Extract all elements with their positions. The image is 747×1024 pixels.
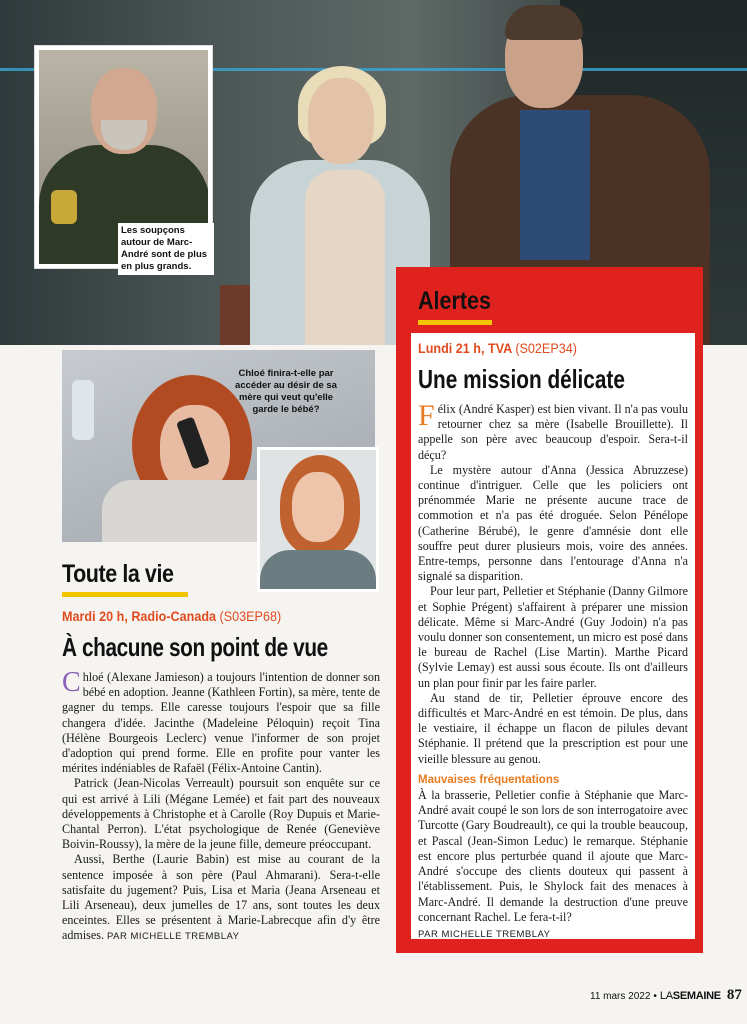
alertes-time: Lundi 21 h, TVA (S02EP34) (418, 340, 577, 356)
alertes-article: Félix (André Kasper) est bien vivant. Il n'a pas voulu retourner chez sa mère (Isabelle Brouillette). Il appelle son père avec beaucoup d'espoir. Sera-t-il déçu? Le mystère autour d'Anna (Jessica Abruzzese) continue d'intriguer. Celle que les policiers ont prénommée Marie ne présente aucune trace de commotion et n'a pas été droguée. Selon Pénélope (Catherine Bérubé), le genre d'amnésie dont elle souffre peut durer plusieurs mois, voire des années. Entre-temps, personne dans l'entourage d'Anna n'a signalé sa disparition. Pour leur part, Pelletier et Stéphanie (Danny Gilmore et Sophie Prégent) s'affairent à préparer une mission délicate. Même si Marc-André (Guy Jodoin) n'a pas voulu donner son consentement, un micro est posé dans le bureau de Rachel (Lise Martin). Marthe Picard (Sylvie Lemay) est aussi sous écoute. Ils ont d'ailleurs un plan pour finir par les faire parler. Au stand de tir, Pelletier éprouve encore des difficultés et Marc-André en est témoin. De plus, dans le vestiaire, il échappe un flacon de pilules devant Stéphanie. Il prétend que la prescription est pour une vieille blessure au genou. Mauvaises fréquentations À la brasserie, Pelletier confie à Stéphanie que Marc-André avait coupé le son lors de son interrogatoire avec Turcotte (Gary Boudreault), ce qui la trouble beaucoup, et Pascal (Jean-Simon Leduc) le remarque. Stéphanie est encore plus perturbée quand il ajoute que Marc-André s'occupe des clients douteux qui passent à l'établissement. Puis, le Shylock fait des menaces à Marc-André. Il demande la destruction d'une preuve concernant Rachel. Le fera-t-il? PAR MICHELLE TREMBLAY (418, 402, 688, 942)
page-footer: 11 mars 2022 • LASEMAINE 87 (590, 987, 742, 1003)
toute-la-vie-underline (62, 592, 188, 597)
alertes-subhead: Mauvaises fréquentations (418, 773, 560, 786)
dropcap: F (418, 399, 435, 432)
page-number: 87 (726, 987, 742, 1003)
toute-la-vie-byline: PAR MICHELLE TREMBLAY (107, 931, 240, 943)
toute-la-vie-article: Chloé (Alexane Jamieson) a toujours l'intention de donner son bébé en adoption. Jeanne (Kathleen Fortin), sa mère, tente de gagner du temps. Elle caresse toujours l'espoir que sa fille changera d'idée. Jacinthe (Madeleine Péloquin) reçoit Tina (Hélène Bourgeois Leclerc) venue l'informer de son projet d'adoption qui prend forme. Elle en profite pour vanter les mérites indéniables de Rafaël (Félix-Antoine Cantin). Patrick (Jean-Nicolas Verreault) poursuit son enquête sur ce qui est arrivé à Lili (Mégane Lemée) et fait part des nouveaux développements à Christophe et à Carolle (Roy Dupuis et Marie-Chantal Perron). L'état psychologique de Renée (Geneviève Boivin-Roussy), la mère de la jeune fille, demeure préoccupant. Aussi, Berthe (Laurie Babin) est mise au courant de la sentence imposée à son père (Paul Ahmarani). Sera-t-elle satisfaite du jugement? Puis, Lisa et Maria (Jeana Arseneau et Lili Arseneau), deux jumelles de 17 ans, sont toutes les deux enceintes. Elles se présentent à Marie-Labrecque afin d'y être admises. PAR MICHELLE TREMBLAY (62, 667, 380, 943)
toute-la-vie-time: Mardi 20 h, Radio-Canada (S03EP68) (62, 608, 282, 624)
toute-la-vie-headline: À chacune son point de vue (62, 632, 328, 662)
alertes-section-title: Alertes (418, 287, 491, 315)
alertes-underline (418, 320, 492, 325)
chloe-caption: Chloé finira-t-elle par accéder au désir de sa mère qui veut qu'elle garde le bébé? (235, 368, 337, 415)
dropcap: C (62, 667, 81, 698)
alertes-headline: Une mission délicate (418, 364, 625, 394)
officer-caption: Les soupçons autour de Marc-André sont de plus en plus grands. (118, 223, 214, 275)
issue-date: 11 mars 2022 (590, 991, 651, 1002)
alertes-byline: PAR MICHELLE TREMBLAY (418, 928, 551, 940)
magazine-logo: LASEMAINE (659, 990, 721, 1002)
mother-photo (257, 447, 379, 592)
toute-la-vie-section-title: Toute la vie (62, 560, 174, 588)
